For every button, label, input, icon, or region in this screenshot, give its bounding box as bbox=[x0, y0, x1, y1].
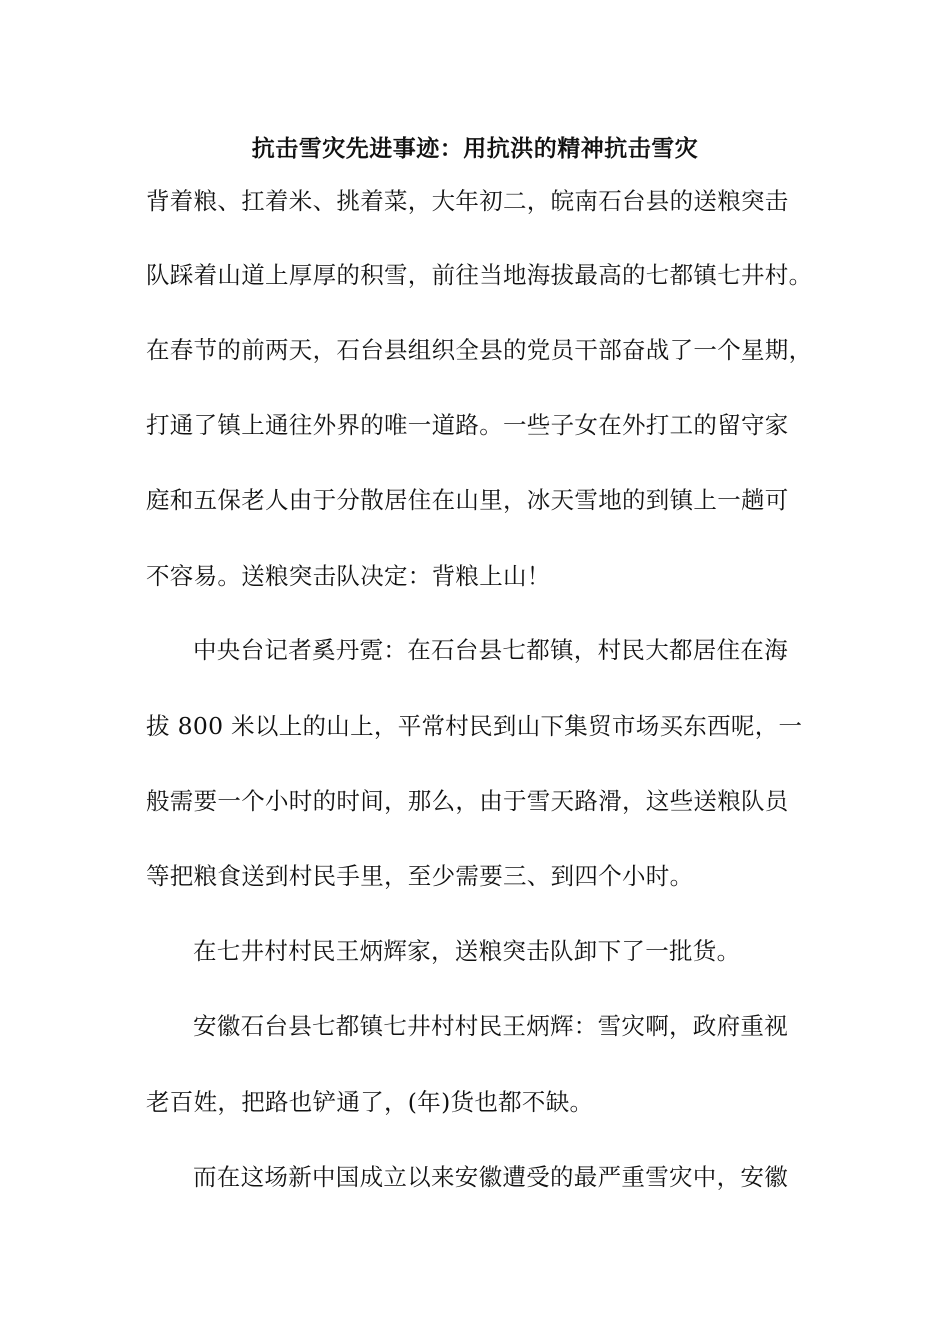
paragraph-line: 而在这场新中国成立以来安徽遭受的最严重雪灾中，安徽 bbox=[193, 1163, 788, 1191]
paragraph-line: 队踩着山道上厚厚的积雪，前往当地海拔最高的七都镇七井村。 bbox=[146, 261, 813, 289]
paragraph-line: 老百姓，把路也铲通了，(年)货也都不缺。 bbox=[146, 1088, 594, 1116]
paragraph-line: 等把粮食送到村民手里，至少需要三、到四个小时。 bbox=[146, 862, 694, 890]
paragraph-line: 拔 800 米以上的山上，平常村民到山下集贸市场买东西呢，一 bbox=[146, 712, 803, 740]
paragraph-line: 在春节的前两天，石台县组织全县的党员干部奋战了一个星期， bbox=[146, 336, 813, 364]
paragraph-line: 安徽石台县七都镇七井村村民王炳辉：雪灾啊，政府重视 bbox=[193, 1012, 788, 1040]
paragraph-line: 庭和五保老人由于分散居住在山里，冰天雪地的到镇上一趟可 bbox=[146, 486, 789, 514]
document-title: 抗击雪灾先进事迹：用抗洪的精神抗击雪灾 bbox=[251, 136, 699, 162]
paragraph-line: 背着粮、扛着米、挑着菜，大年初二，皖南石台县的送粮突击 bbox=[146, 187, 789, 215]
paragraph-line: 不容易。送粮突击队决定：背粮上山！ bbox=[146, 562, 551, 590]
paragraph-line: 打通了镇上通往外界的唯一道路。一些子女在外打工的留守家 bbox=[146, 411, 789, 439]
paragraph-line: 中央台记者奚丹霓：在石台县七都镇，村民大都居住在海 bbox=[193, 636, 788, 664]
paragraph-line: 般需要一个小时的时间，那么，由于雪天路滑，这些送粮队员 bbox=[146, 787, 789, 815]
paragraph-line: 在七井村村民王炳辉家，送粮突击队卸下了一批货。 bbox=[193, 937, 741, 965]
